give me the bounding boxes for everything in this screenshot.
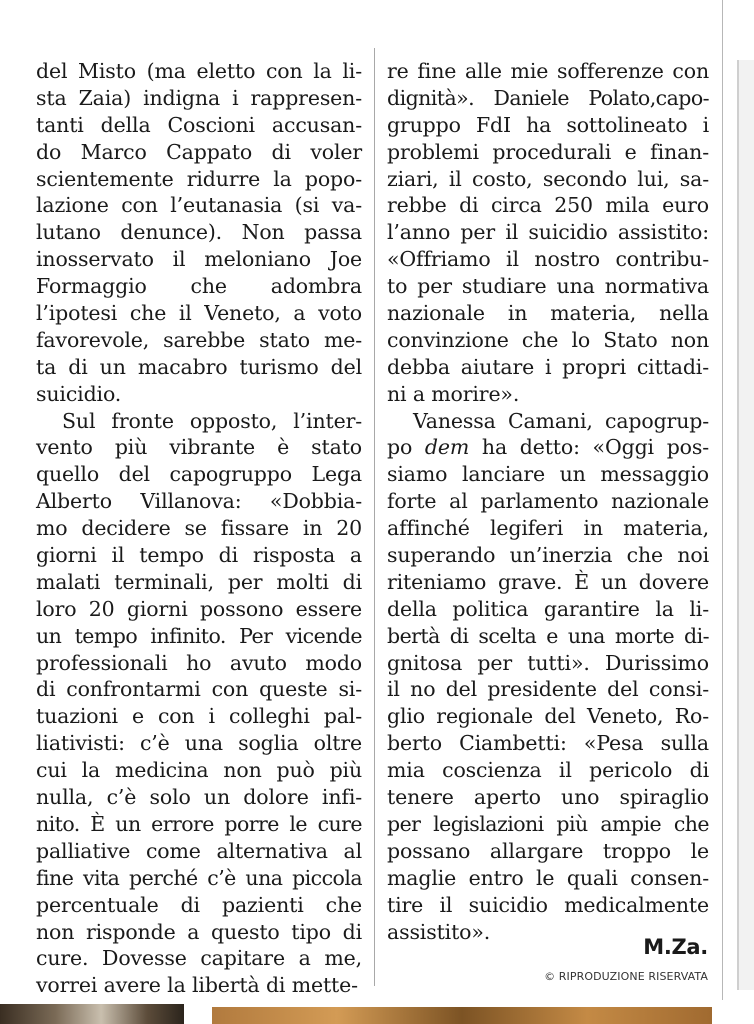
article-line: Sul fronte opposto, l’inter- (62, 408, 362, 433)
article-line: Vanessa Camani, capogrup- (413, 408, 709, 433)
article-line: tenere aperto uno spiraglio (387, 785, 709, 810)
article-line: maglie entro le quali consen- (387, 865, 709, 890)
article-line: loro 20 giorni possono essere (36, 596, 362, 621)
article-line: problemi procedurali e finan- (387, 139, 709, 164)
article-line: quello del capogruppo Lega (36, 462, 362, 487)
article-line: forte al parlamento nazionale (387, 489, 709, 514)
article-line: scientemente ridurre la popo- (36, 166, 362, 191)
article-line: un tempo infinito. Per vicende (36, 623, 362, 648)
article-line: ziari, il costo, secondo lui, sa- (387, 166, 709, 191)
article-line: liativisti: c’è una soglia oltre (36, 731, 362, 756)
article-line: professionali ho avuto modo (36, 650, 362, 675)
article-line: l’ipotesi che il Veneto, a voto (36, 301, 362, 326)
article-line: inosservato il meloniano Joe (36, 247, 362, 272)
article-line: lazione con l’eutanasia (si va- (36, 193, 362, 218)
article-line: l’anno per il suicidio assistito: (387, 220, 709, 245)
article-line: Formaggio che adombra (36, 274, 362, 299)
article-line: sta Zaia) indigna i rappresen- (36, 85, 362, 110)
article-line: po dem ha detto: «Oggi pos- (387, 435, 710, 460)
author-signature: M.Za. (643, 935, 708, 959)
article-line: siamo lanciare un messaggio (387, 462, 709, 487)
article-line: cui la medicina non può più (36, 758, 362, 783)
article-line: nulla, c’è solo un dolore infi- (36, 785, 362, 810)
adjacent-page-strip (739, 60, 754, 990)
article-line: il no del presidente del consi- (387, 677, 709, 702)
article-line: Alberto Villanova: «Dobbia- (36, 489, 362, 514)
article-line: debba aiutare i propri cittadi- (387, 354, 709, 379)
article-column-right (387, 58, 709, 945)
article-line: rebbe di circa 250 mila euro (387, 193, 709, 218)
article-line: giorni il tempo di risposta a (36, 543, 362, 568)
article-line: malati terminali, per molti di (36, 569, 362, 594)
article-line: nazionale in materia, nella (387, 301, 709, 326)
article-line: riteniamo grave. È un dovere (387, 569, 709, 594)
article-line: ta di un macabro turismo del (36, 354, 362, 379)
article-line: per legislazioni più ampie che (387, 811, 709, 836)
article-line: tanti della Coscioni accusan- (36, 112, 362, 137)
copyright-notice: © RIPRODUZIONE RISERVATA (544, 970, 708, 983)
article-line: gnitosa per tutti». Durissimo (387, 650, 709, 675)
column-divider (374, 48, 375, 986)
article-line: mo decidere se fissare in 20 (36, 516, 362, 541)
article-line: glio regionale del Veneto, Ro- (387, 704, 709, 729)
article-column-left (36, 58, 362, 999)
article-line: possano allargare troppo le (387, 838, 709, 863)
article-line: assistito». (387, 919, 491, 944)
article-line: mia coscienza il pericolo di (387, 758, 709, 783)
article-line: palliative come alternativa al (36, 838, 362, 863)
article-line: convinzione che lo Stato non (387, 327, 709, 352)
article-line: affinché legiferi in materia, (387, 516, 709, 541)
article-line: gruppo FdI ha sottolineato i (387, 112, 709, 137)
article-line: superando un’inerzia che noi (387, 543, 709, 568)
article-line: tire il suicidio medicalmente (387, 892, 709, 917)
article-line: nito. È un errore porre le cure (36, 811, 362, 836)
article-line: do Marco Cappato di voler (36, 139, 362, 164)
article-line: favorevole, sarebbe stato me- (36, 327, 362, 352)
article-line: re fine alle mie sofferenze con (387, 59, 709, 83)
article-line: vorrei avere la libertà di mette- (36, 973, 358, 998)
article-line: dignità». Daniele Polato,capo- (387, 85, 709, 110)
article-line: cure. Dovesse capitare a me, (36, 946, 362, 971)
article-line: bertà di scelta e una morte di- (387, 623, 709, 648)
article-line: vento più vibrante è stato (36, 435, 362, 460)
article-line: lutano denunce). Non passa (36, 220, 362, 245)
article-line: di confrontarmi con queste si- (36, 677, 362, 702)
article-line: tuazioni e con i colleghi pal- (36, 704, 362, 729)
article-line: ni a morire». (387, 381, 520, 406)
article-line: fine vita perché c’è una piccola (36, 865, 362, 890)
article-line: della politica garantire la li- (387, 596, 709, 621)
photo-fragment-left (0, 1004, 184, 1024)
article-line: berto Ciambetti: «Pesa sulla (387, 731, 709, 756)
article-line: «Offriamo il nostro contribu- (387, 247, 709, 272)
article-line: percentuale di pazienti che (36, 892, 362, 917)
photo-fragment-right (212, 1007, 712, 1024)
article-line: del Misto (ma eletto con la li- (36, 59, 362, 83)
page-edge-rule (722, 0, 723, 1000)
article-line: to per studiare una normativa (387, 274, 709, 299)
article-line: suicidio. (36, 381, 122, 406)
article-line: non risponde a questo tipo di (36, 919, 362, 944)
